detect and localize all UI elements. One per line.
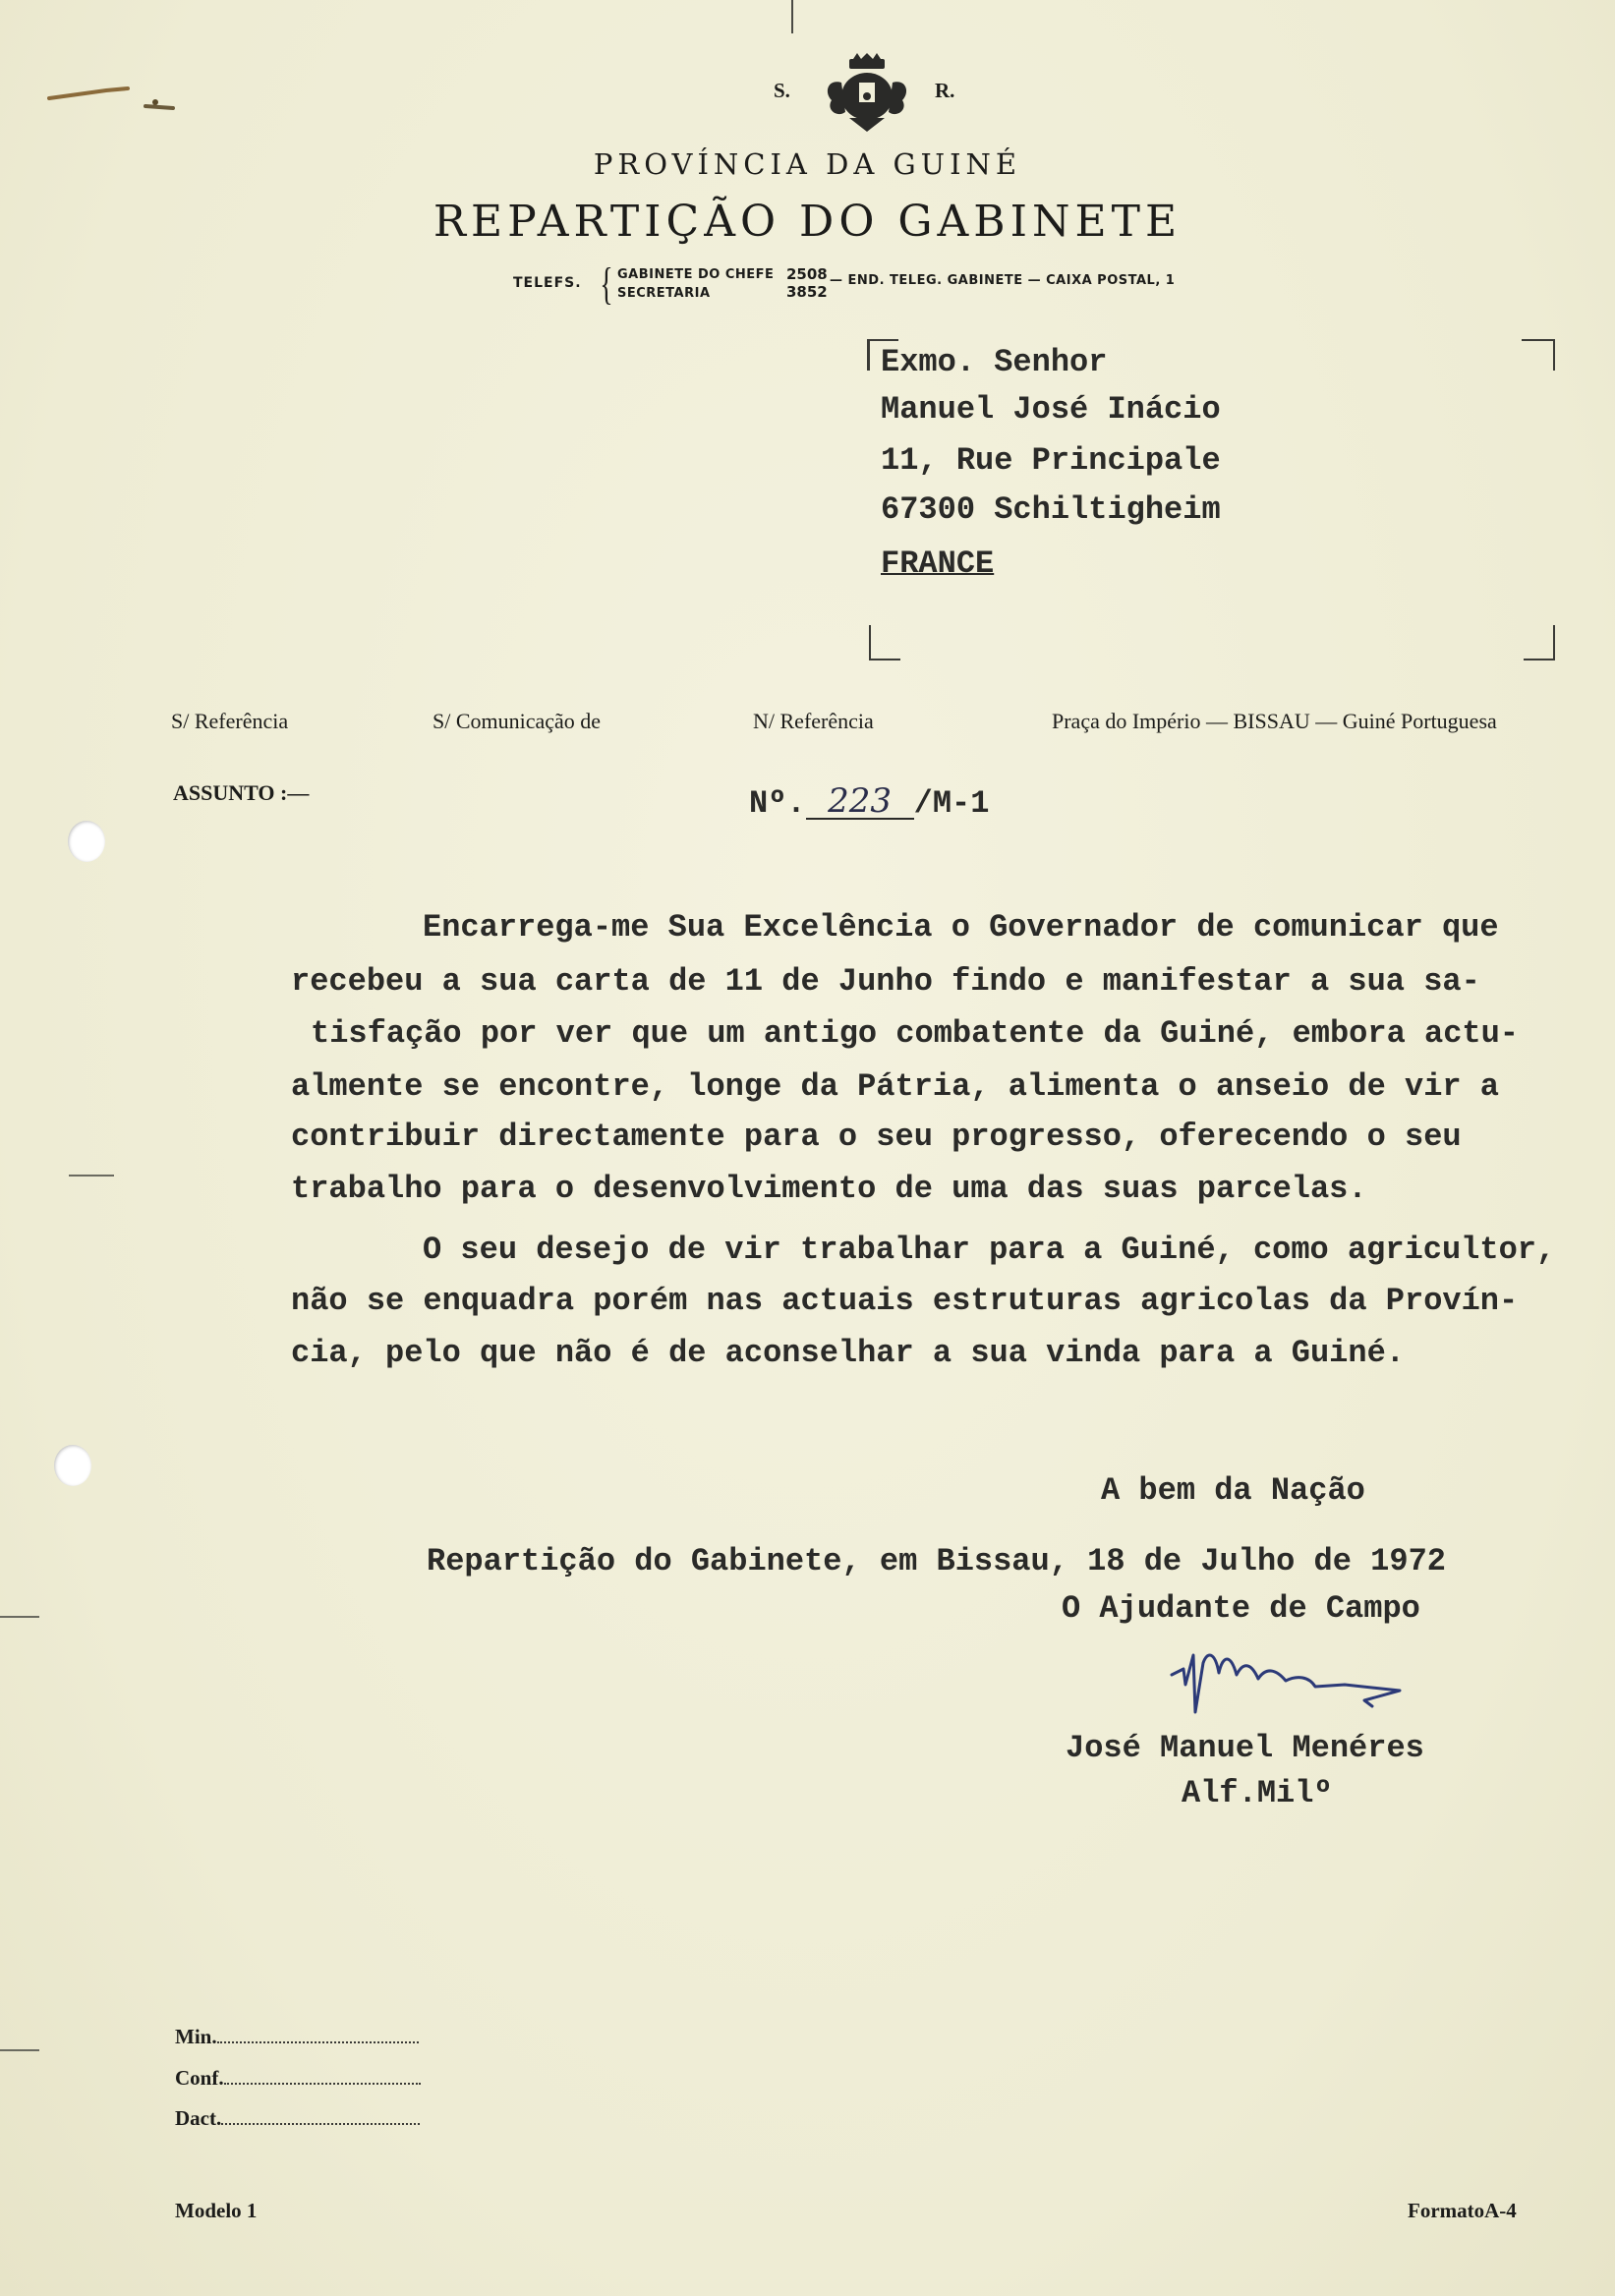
conf-label: Conf. — [175, 2066, 224, 2090]
body-line: cia, pelo que não é de aconselhar a sua vinda para a Guiné. — [291, 1335, 1405, 1371]
handwritten-number: 223 — [806, 784, 914, 820]
header-s-label: S. — [774, 79, 790, 102]
recipient-city: 67300 Schiltigheim — [881, 491, 1221, 528]
coat-of-arms-seal-icon — [820, 53, 914, 132]
telegraph-address: — END. TELEG. GABINETE — CAIXA POSTAL, 1 — [830, 273, 1176, 288]
body-line: recebeu a sua carta de 11 de Junho findo e manifestar a sua sa- — [291, 963, 1480, 1000]
closing-motto: A bem da Nação — [1101, 1472, 1365, 1509]
min-label: Min. — [175, 2025, 217, 2048]
phone-number-chefe: 2508 — [786, 265, 828, 283]
phone-line-secretaria: SECRETARIA — [617, 286, 711, 301]
address-corner-mark — [1524, 659, 1555, 660]
number-suffix: /M-1 — [913, 785, 990, 822]
address-corner-mark — [1553, 625, 1555, 659]
min-field — [175, 2025, 419, 2049]
body-line: contribuir directamente para o seu progresso, oferecendo o seu — [291, 1119, 1462, 1155]
header-r-label: R. — [935, 79, 955, 102]
modelo-label: Modelo 1 — [175, 2199, 258, 2222]
fold-mark — [69, 1175, 114, 1177]
dact-dotted-line — [221, 2122, 420, 2125]
conf-field — [175, 2066, 421, 2091]
punch-hole — [68, 821, 105, 862]
province-heading: PROVÍNCIA DA GUINÉ — [593, 147, 1022, 181]
closing-role: O Ajudante de Campo — [1062, 1590, 1420, 1627]
conf-dotted-line — [224, 2082, 421, 2085]
number-prefix: Nº. — [749, 785, 806, 822]
phone-number-secretaria: 3852 — [786, 283, 828, 301]
body-line: tisfação por ver que um antigo combatente da Guiné, embora actu- — [311, 1015, 1519, 1052]
document-number — [749, 781, 990, 822]
s-comunicacao-label: S/ Comunicação de — [433, 709, 602, 733]
address-corner-mark — [1553, 339, 1555, 371]
s-referencia-label: S/ Referência — [171, 709, 289, 733]
dact-field — [175, 2106, 420, 2131]
recipient-name: Manuel José Inácio — [881, 391, 1221, 428]
signer-name: José Manuel Menéres — [1066, 1730, 1424, 1766]
body-line: Encarrega-me Sua Excelência o Governador de comunicar que — [423, 909, 1499, 946]
fold-mark — [0, 2049, 39, 2051]
recipient-street: 11, Rue Principale — [881, 442, 1221, 479]
address-corner-mark — [869, 659, 900, 660]
body-line: trabalho para o desenvolvimento de uma das suas parcelas. — [291, 1171, 1367, 1207]
dact-label: Dact. — [175, 2106, 222, 2130]
staple-mark-icon — [47, 77, 180, 116]
recipient-country: FRANCE — [881, 545, 995, 582]
telefs-label: TELEFS. — [513, 275, 582, 291]
body-line: não se enquadra porém nas actuais estruturas agricolas da Provín- — [291, 1283, 1519, 1319]
address-corner-mark — [869, 625, 871, 659]
phone-line-chefe: GABINETE DO CHEFE — [617, 267, 775, 282]
address-corner-mark — [867, 339, 898, 341]
place-line: Praça do Império — BISSAU — Guiné Portuguesa — [1052, 709, 1497, 733]
body-line: almente se encontre, longe da Pátria, alimenta o anseio de vir a — [291, 1068, 1499, 1105]
punch-hole — [54, 1445, 91, 1486]
body-line: O seu desejo de vir trabalhar para a Guiné, como agricultor, — [423, 1232, 1556, 1268]
closing-place-date: Repartição do Gabinete, em Bissau, 18 de Julho de 1972 — [427, 1543, 1446, 1579]
top-guide-mark — [791, 0, 793, 33]
recipient-salutation: Exmo. Senhor — [881, 344, 1108, 380]
brace-icon: { — [600, 258, 613, 309]
address-corner-mark — [1522, 339, 1555, 341]
office-heading: REPARTIÇÃO DO GABINETE — [433, 197, 1182, 247]
assunto-label: ASSUNTO :— — [173, 780, 310, 805]
address-corner-mark — [867, 339, 870, 371]
n-referencia-label: N/ Referência — [753, 709, 874, 733]
handwritten-signature-icon — [1168, 1641, 1413, 1720]
formato-label: FormatoA-4 — [1408, 2199, 1517, 2222]
min-dotted-line — [217, 2040, 419, 2043]
fold-mark — [0, 1616, 39, 1618]
signer-rank: Alf.Milº — [1182, 1775, 1333, 1811]
